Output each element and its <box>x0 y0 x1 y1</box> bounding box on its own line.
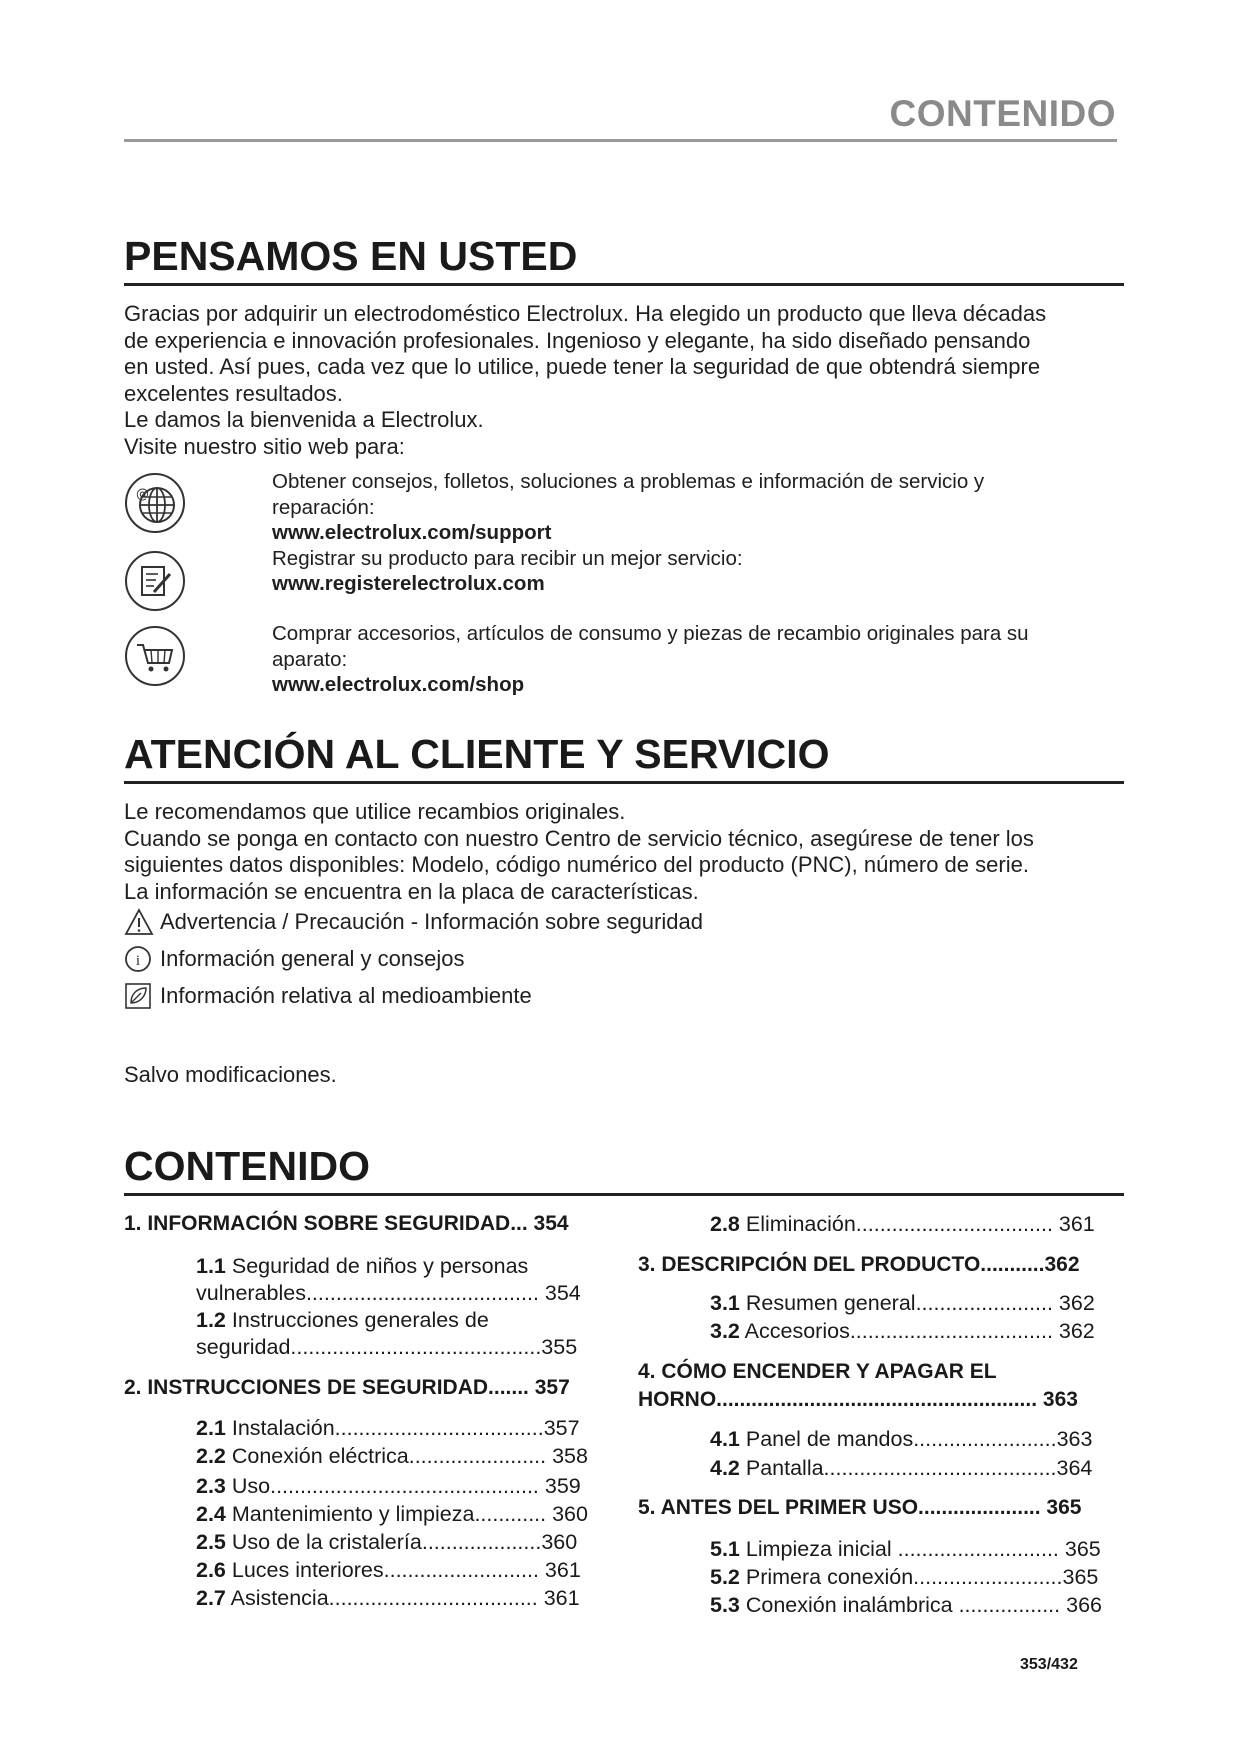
toc-number: 1.2 <box>196 1308 226 1332</box>
toc-item-2-6[interactable] <box>196 1558 581 1583</box>
section-title-pensamos: PENSAMOS EN USTED <box>124 233 578 279</box>
svg-text:i: i <box>135 953 141 969</box>
toc-label: Instalación...................................357 <box>225 1416 580 1440</box>
toc-label: Conexión inalámbrica ................. 366 <box>739 1593 1102 1617</box>
toc-item-3-1[interactable] <box>710 1291 1095 1316</box>
cart-icon <box>124 625 186 687</box>
text-line: excelentes resultados. <box>124 380 343 406</box>
toc-number: 5.1 <box>710 1537 740 1561</box>
toc-label: Asistencia................................... 361 <box>225 1586 580 1610</box>
legend-info <box>124 945 465 973</box>
toc-number: 2.5 <box>196 1530 226 1554</box>
section-divider <box>124 283 1124 286</box>
toc-item-4-1[interactable] <box>710 1427 1092 1452</box>
toc-item-2-2[interactable] <box>196 1444 588 1469</box>
toc-item-5-2[interactable] <box>710 1565 1098 1590</box>
text-line: en usted. Así pues, cada vez que lo utilice, puede tener la seguridad de que obtendrá siempre <box>124 354 1041 379</box>
toc-item-2-4[interactable] <box>196 1502 588 1527</box>
legend-label: Información relativa al medioambiente <box>160 983 532 1008</box>
toc-item-1-2-cont[interactable]: seguridad..........................................355 <box>196 1335 578 1359</box>
shop-link-block <box>272 621 1029 698</box>
toc-label: Instrucciones generales de <box>225 1308 489 1332</box>
register-url-link[interactable]: www.registerelectrolux.com <box>272 572 545 595</box>
support-url-link[interactable]: www.electrolux.com/support <box>272 521 552 544</box>
toc-item-2-5[interactable] <box>196 1530 577 1555</box>
text-line: La información se encuentra en la placa de características. <box>124 878 699 904</box>
toc-label: Primera conexión.........................365 <box>739 1565 1099 1589</box>
text-line: reparación: <box>272 495 375 519</box>
toc-label: Limpieza inicial ........................... 365 <box>739 1537 1101 1561</box>
legend-label: Información general y consejos <box>160 946 465 971</box>
text-line: Le damos la bienvenida a Electrolux. <box>124 407 484 432</box>
toc-label: Panel de mandos........................363 <box>739 1427 1093 1451</box>
info-icon <box>124 945 152 973</box>
toc-label: Resumen general....................... 362 <box>739 1291 1095 1315</box>
toc-item-1-2[interactable] <box>196 1308 489 1333</box>
text-line: Gracias por adquirir un electrodoméstico Electrolux. Ha elegido un producto que lleva décadas <box>124 301 1047 326</box>
shop-url-link[interactable]: www.electrolux.com/shop <box>272 673 525 696</box>
toc-number: 5.2 <box>710 1565 740 1589</box>
toc-label: Accesorios.................................. 362 <box>739 1319 1095 1343</box>
toc-label: Mantenimiento y limpieza............ 360 <box>225 1502 588 1526</box>
text-line: Obtener consejos, folletos, soluciones a problemas e información de servicio y <box>272 470 985 493</box>
toc-number: 2.2 <box>196 1444 226 1468</box>
text-line: Visite nuestro sitio web para: <box>124 433 405 459</box>
legend-warning <box>124 908 703 936</box>
legend-label: Advertencia / Precaución - Información sobre seguridad <box>160 909 703 934</box>
toc-label: Eliminación................................. 361 <box>739 1212 1095 1236</box>
toc-item-4-2[interactable] <box>710 1456 1092 1481</box>
toc-label: Seguridad de niños y personas <box>225 1254 529 1278</box>
section-title-contenido: CONTENIDO <box>124 1143 370 1189</box>
toc-item-2-8[interactable] <box>710 1212 1095 1237</box>
toc-number: 5.3 <box>710 1593 740 1617</box>
toc-number: 2.8 <box>710 1212 740 1236</box>
text-line: Cuando se ponga en contacto con nuestro Centro de servicio técnico, asegúrese de tener los <box>124 825 1034 851</box>
toc-chapter-4[interactable]: 4. CÓMO ENCENDER Y APAGAR EL <box>638 1360 997 1383</box>
toc-label: Conexión eléctrica....................... 358 <box>225 1444 588 1468</box>
toc-label: Uso............................................. 359 <box>225 1474 581 1498</box>
globe-icon <box>124 472 186 534</box>
text-line: de experiencia e innovación profesionales. Ingenioso y elegante, ha sido diseñado pensando <box>124 327 1031 353</box>
toc-item-3-2[interactable] <box>710 1319 1095 1344</box>
toc-number: 2.6 <box>196 1558 226 1582</box>
toc-item-2-3[interactable] <box>196 1474 581 1499</box>
toc-item-2-1[interactable] <box>196 1416 580 1441</box>
section-divider <box>124 781 1124 784</box>
toc-number: 3.2 <box>710 1319 740 1343</box>
toc-item-1-1[interactable] <box>196 1254 528 1279</box>
text-line: Comprar accesorios, artículos de consumo y piezas de recambio originales para su <box>272 622 1029 645</box>
toc-number: 2.7 <box>196 1586 226 1610</box>
register-icon <box>124 550 186 612</box>
toc-chapter-4-cont[interactable]: HORNO....................................................... 363 <box>638 1388 1078 1411</box>
svg-text:@: @ <box>136 487 149 502</box>
text-line: siguientes datos disponibles: Modelo, código numérico del producto (PNC), número de serie. <box>124 852 1029 877</box>
service-paragraph <box>124 799 1034 905</box>
toc-number: 2.3 <box>196 1474 226 1498</box>
toc-number: 2.4 <box>196 1502 226 1526</box>
toc-chapter-3[interactable]: 3. DESCRIPCIÓN DEL PRODUCTO...........362 <box>638 1253 1080 1276</box>
text-line: Le recomendamos que utilice recambios originales. <box>124 799 626 824</box>
toc-item-2-7[interactable] <box>196 1586 580 1611</box>
page-header-title: CONTENIDO <box>889 93 1116 134</box>
toc-number: 3.1 <box>710 1291 740 1315</box>
toc-number: 4.2 <box>710 1456 740 1480</box>
note-text: Salvo modificaciones. <box>124 1062 337 1087</box>
toc-number: 2.1 <box>196 1416 226 1440</box>
toc-item-5-3[interactable] <box>710 1593 1102 1618</box>
section-title-atencion: ATENCIÓN AL CLIENTE Y SERVICIO <box>124 731 830 777</box>
page-number: 353/432 <box>1020 1656 1078 1673</box>
leaf-icon <box>124 982 152 1010</box>
section-divider <box>124 1193 1124 1196</box>
toc-label: Luces interiores.......................... 361 <box>225 1558 581 1582</box>
toc-chapter-1[interactable]: 1. INFORMACIÓN SOBRE SEGURIDAD... 354 <box>124 1212 569 1235</box>
warning-icon <box>124 908 152 936</box>
text-line: aparato: <box>272 647 348 671</box>
text-line: Registrar su producto para recibir un mejor servicio: <box>272 546 743 570</box>
intro-paragraph <box>124 301 1046 460</box>
toc-label: Uso de la cristalería....................360 <box>225 1530 578 1554</box>
header-divider <box>124 139 1117 142</box>
toc-chapter-5[interactable]: 5. ANTES DEL PRIMER USO..................... 365 <box>638 1496 1082 1519</box>
toc-number: 4.1 <box>710 1427 740 1451</box>
toc-chapter-2[interactable]: 2. INSTRUCCIONES DE SEGURIDAD....... 357 <box>124 1376 570 1399</box>
toc-item-1-1-cont[interactable]: vulnerables....................................... 354 <box>196 1281 581 1305</box>
toc-item-5-1[interactable] <box>710 1537 1101 1562</box>
toc-number: 1.1 <box>196 1254 226 1278</box>
toc-label: Pantalla.......................................364 <box>739 1456 1093 1480</box>
support-link-block <box>272 469 984 597</box>
legend-environment <box>124 982 532 1010</box>
